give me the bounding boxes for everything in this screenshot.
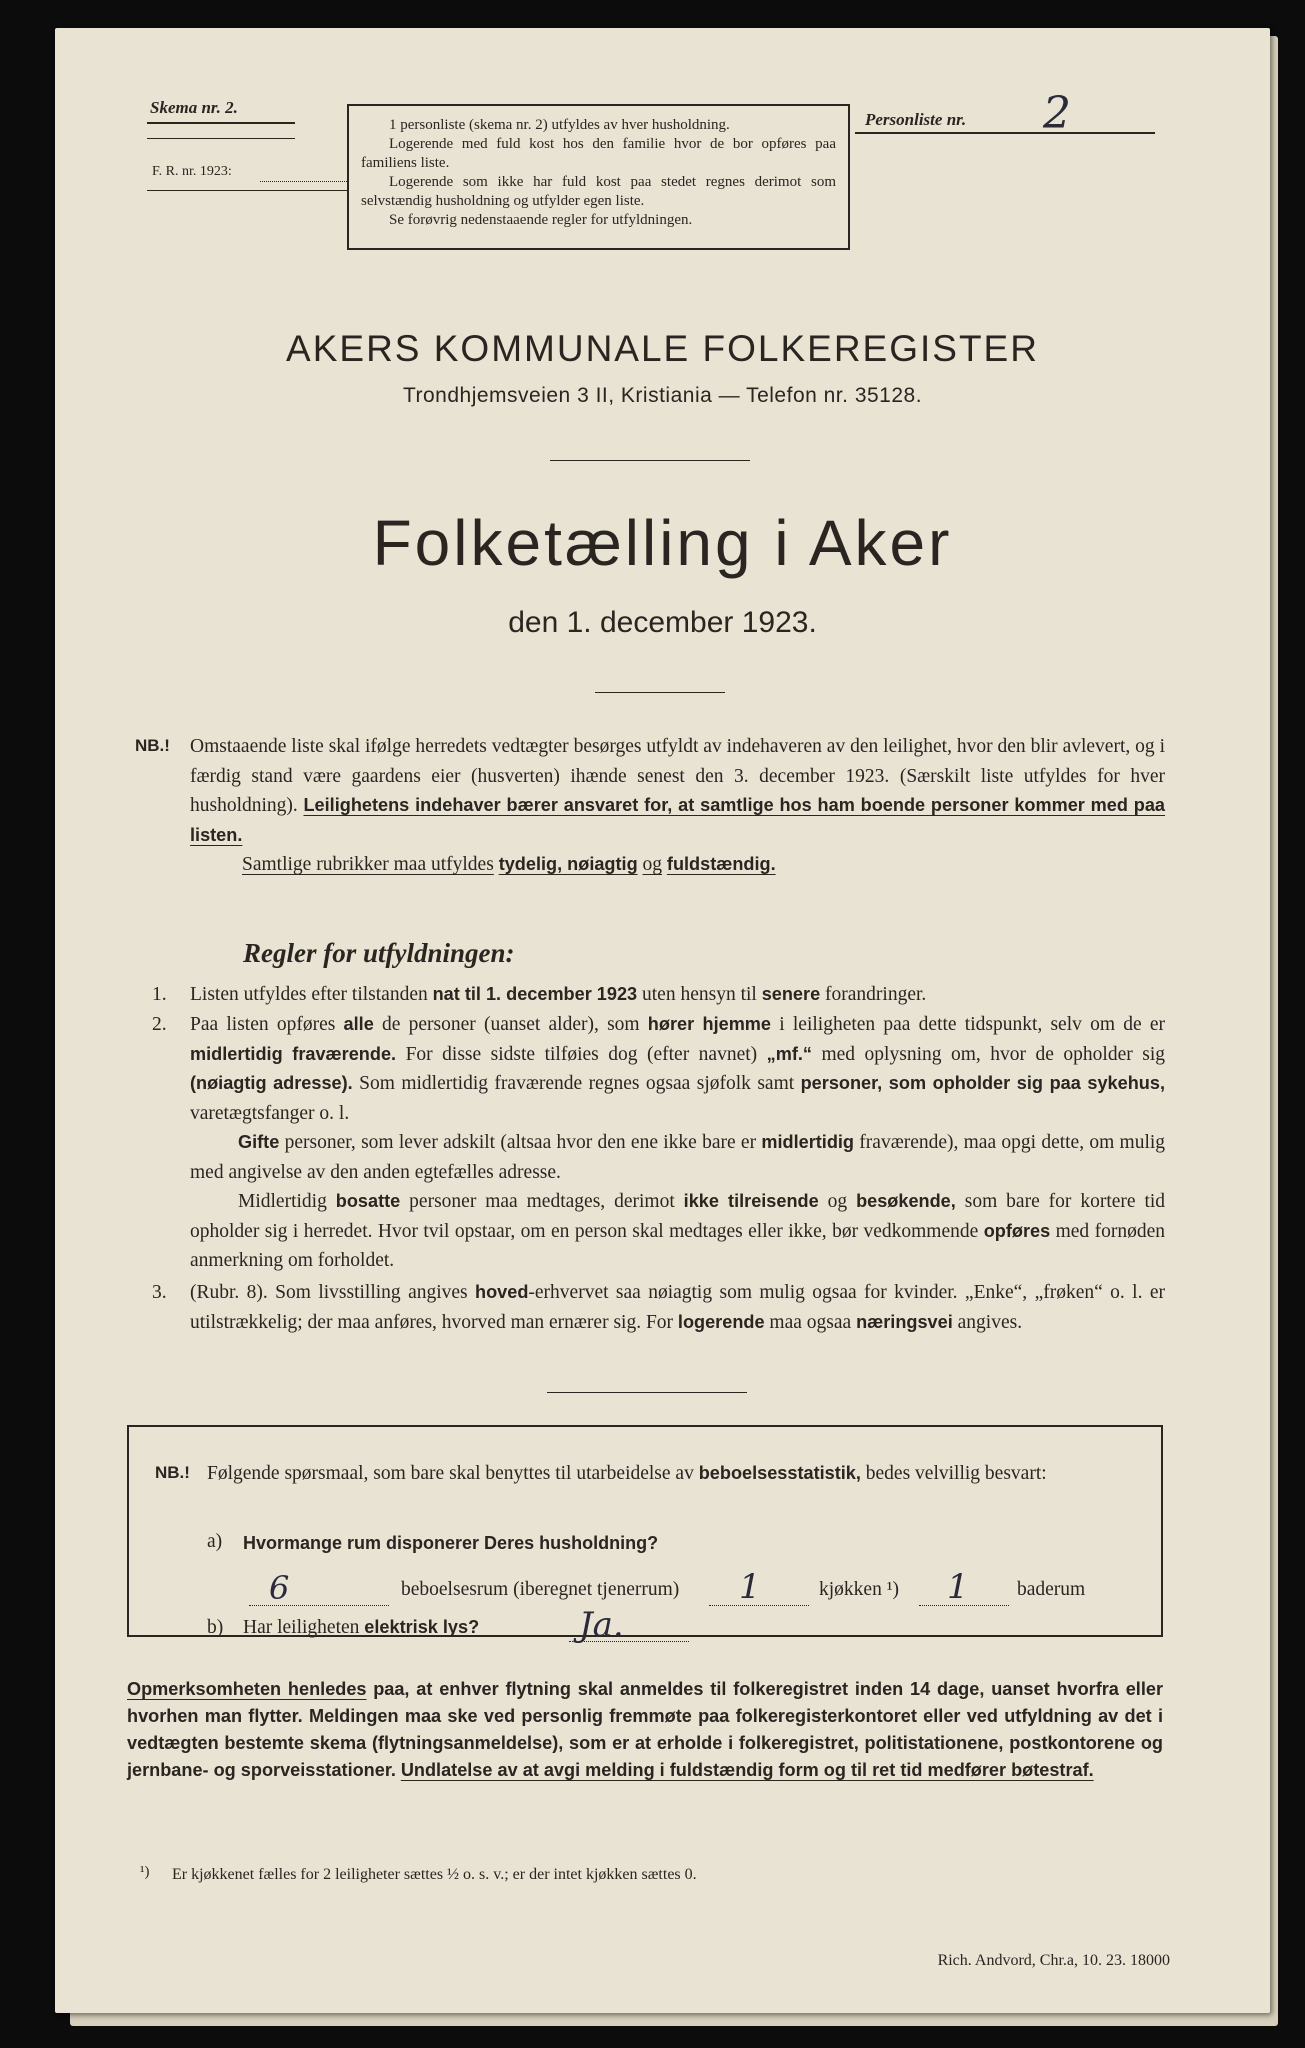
page-title: Folketælling i Aker xyxy=(372,507,953,579)
r2-p3-a: Midlertidig xyxy=(238,1191,327,1212)
rules-heading: Regler for utfyldningen: xyxy=(243,938,515,968)
rule-3-number: 3. xyxy=(152,1282,167,1303)
r2-g: For disse sidste tilføies dog (efter navnet) xyxy=(405,1043,758,1065)
org-address: Trondhjemsveien 3 II, Kristiania — Telefon nr. 35128. xyxy=(402,384,923,407)
r2-p2-b: personer, som lever adskilt (altsaa hvor den ene ikke bare er xyxy=(284,1132,757,1153)
r2-d: hører hjemme xyxy=(647,1014,772,1034)
rule-2-text xyxy=(190,1010,1165,1276)
nb1-line3-a: Samtlige rubrikker maa utfyldes xyxy=(242,854,494,875)
nb1-line3 xyxy=(190,854,776,875)
kitchen-label: kjøkken ¹) xyxy=(819,1579,900,1600)
r1-a: Listen utfyldes efter tilstanden xyxy=(190,984,428,1005)
rule-3-text xyxy=(190,1278,1165,1337)
r2-p3-e: og xyxy=(827,1191,848,1212)
personliste-label: Personliste nr. xyxy=(865,110,967,129)
qb-text-b: elektrisk lys? xyxy=(364,1617,480,1637)
r2-l: personer, som opholder sig paa sykehus, xyxy=(800,1073,1165,1093)
r2-p3-c: personer maa medtages, derimot xyxy=(409,1191,675,1212)
r3-e: maa ogsaa xyxy=(769,1311,852,1333)
fr-nr-rule xyxy=(147,190,347,191)
r2-p3-i: med fornøden anmerkning om forholdet. xyxy=(190,1220,1165,1271)
r2-p3-d: ikke tilreisende xyxy=(683,1191,819,1211)
printer-imprint: Rich. Andvord, Chr.a, 10. 23. 18000 xyxy=(937,1952,1170,1969)
nb2-label: NB.! xyxy=(155,1463,190,1482)
divider-2 xyxy=(595,692,725,693)
electric-value[interactable]: Ja. xyxy=(579,1605,624,1645)
skema-rule-2 xyxy=(147,138,295,139)
divider-1 xyxy=(550,460,750,461)
r2-a: Paa listen opføres xyxy=(190,1014,336,1035)
r3-f: næringsvei xyxy=(856,1311,953,1332)
nb1-text xyxy=(190,732,1165,880)
nb1-line3-b: tydelig, nøiagtig xyxy=(498,854,638,874)
info-line-3: Logerende som ikke har fuld kost paa stedet regnes derimot som selvstændig husholdning og utfylder egen liste. xyxy=(361,174,836,209)
r2-p2-d: fraværende), maa opgi dette, om mulig med angivelse av den anden egtefælles adresse. xyxy=(190,1132,1166,1183)
question-a-label: a) xyxy=(207,1531,223,1552)
nb2-text xyxy=(207,1459,1137,1489)
question-a-text: Hvormange rum disponerer Deres husholdning? xyxy=(243,1533,659,1553)
rooms-label: beboelsesrum (iberegnet tjenerrum) xyxy=(401,1579,680,1600)
notice-body: paa, at enhver flytning skal anmeldes til folkeregistret inden 14 dage, uanset hvorfra eller hvorhen man flytter. Meldingen maa ske ved personlig fremmøte paa folkeregisterkontoret eller ved utfyldning av det i vedtægten bestemte skema (flytningsanmeldelse), som er at erholde i folkeregistret, politistationene, postkontorene og jernbane- og sporveisstationer. xyxy=(127,1679,1163,1780)
moving-notice xyxy=(127,1676,1163,1784)
nb1-line3-d: fuldstændig. xyxy=(666,854,776,874)
question-b-text xyxy=(243,1617,479,1639)
rule-1-number: 1. xyxy=(152,984,167,1005)
personliste-value: 2 xyxy=(1043,88,1071,139)
r2-p3-h: opføres xyxy=(983,1220,1051,1241)
notice-underlined-2: Undlatelse av at avgi melding i fuldstændig form og til ret tid medfører bøtestraf. xyxy=(400,1760,1094,1780)
r2-p3-f: besøkende, xyxy=(856,1191,956,1211)
footnote-text: Er kjøkkenet fælles for 2 leiligheter sættes ½ o. s. v.; er der intet kjøkken sættes 0. xyxy=(172,1866,697,1883)
nb1-body: Omstaaende liste skal ifølge herredets vedtægter besørges utfyldt av indehaveren av den leilighet, hvor den blir avlevert, og i færdig stand være gaardens eier (husverten) ihænde senest den 3. december 1923. (Særskilt liste utfyldes for hver husholdning). xyxy=(190,736,1165,816)
bath-label: baderum xyxy=(1017,1579,1086,1600)
r1-e: forandringer. xyxy=(825,984,927,1005)
fr-nr-dots xyxy=(260,181,347,182)
bath-value[interactable]: 1 xyxy=(947,1567,969,1607)
r2-j: (nøiagtig adresse). xyxy=(190,1073,353,1093)
r3-d: logerende xyxy=(677,1311,765,1332)
nb2-text-b: beboelsesstatistik, xyxy=(698,1463,861,1483)
rooms-value[interactable]: 6 xyxy=(269,1569,290,1607)
r3-c: -erhvervet saa nøiagtig som mulig ogsaa for kvinder. „Enke“, „frøken“ o. l. er utilstrækkelig; der maa anføres, hvorved man ernærer sig. For xyxy=(190,1282,1166,1333)
question-b-label: b) xyxy=(207,1617,224,1638)
r2-h: „mf.“ xyxy=(766,1043,812,1064)
nb1-bold: Leilighetens indehaver bærer ansvaret for, at samtlige hos ham boende personer kommer med paa listen. xyxy=(190,795,1166,845)
r2-i: med oplysning om, hvor de opholder sig xyxy=(821,1043,1165,1065)
title-date: den 1. december 1923. xyxy=(508,606,817,639)
kitchen-value[interactable]: 1 xyxy=(739,1567,761,1607)
r2-f: midlertidig fraværende. xyxy=(190,1043,397,1064)
info-box xyxy=(347,104,850,250)
info-line-1: 1 personliste (skema nr. 2) utfyldes av hver husholdning. xyxy=(389,117,730,133)
org-name: AKERS KOMMUNALE FOLKEREGISTER xyxy=(286,328,1039,369)
nb1-line3-c: og xyxy=(642,854,663,875)
r3-g: angives. xyxy=(957,1311,1023,1333)
r2-k: Som midlertidig fraværende regnes ogsaa sjøfolk samt xyxy=(359,1073,795,1094)
divider-3 xyxy=(547,1392,747,1393)
rule-1-text xyxy=(190,980,1165,1010)
r2-p3-g: som bare for kortere tid opholder sig i herredet. Hvor tvil opstaar, om en person skal medtages eller ikke, bør vedkommende xyxy=(190,1191,1166,1242)
r2-c: de personer (uanset alder), som xyxy=(382,1014,640,1035)
r3-b: hoved xyxy=(475,1282,529,1302)
r2-p2-c: midlertidig xyxy=(761,1132,855,1152)
footnote-mark: ¹) xyxy=(140,1864,150,1880)
notice-underlined-1: Opmerksomheten henledes xyxy=(127,1679,367,1699)
fr-nr-label: F. R. nr. 1923: xyxy=(152,164,232,179)
r2-e: i leiligheten paa dette tidspunkt, selv om de er xyxy=(779,1014,1166,1035)
skema-label: Skema nr. 2. xyxy=(150,98,238,117)
info-line-4: Se forøvrig nedenstaaende regler for utfyldningen. xyxy=(389,212,693,228)
r3-a: (Rubr. 8). Som livsstilling angives xyxy=(190,1282,468,1303)
form-sheet xyxy=(55,28,1270,2013)
nb1-label: NB.! xyxy=(135,736,170,755)
qb-text-a: Har leiligheten xyxy=(243,1617,360,1638)
r1-b: nat til 1. december 1923 xyxy=(432,984,638,1004)
nb2-text-c: bedes velvillig besvart: xyxy=(865,1463,1047,1484)
r2-p3-b: bosatte xyxy=(335,1191,401,1211)
r2-p2-a: Gifte xyxy=(238,1132,280,1152)
info-line-2: Logerende med fuld kost hos den familie hvor de bor opføres paa familiens liste. xyxy=(361,136,836,171)
skema-rule xyxy=(147,122,295,124)
housing-question-box xyxy=(127,1425,1163,1645)
r2-b: alle xyxy=(343,1014,374,1034)
r1-d: senere xyxy=(761,984,821,1004)
r2-m: varetægtsfanger o. l. xyxy=(190,1102,350,1124)
r1-c: uten hensyn til xyxy=(642,984,757,1005)
personliste-rule xyxy=(855,132,1155,134)
nb2-text-a: Følgende spørsmaal, som bare skal benyttes til utarbeidelse av xyxy=(207,1463,694,1484)
rule-2-number: 2. xyxy=(152,1014,167,1035)
